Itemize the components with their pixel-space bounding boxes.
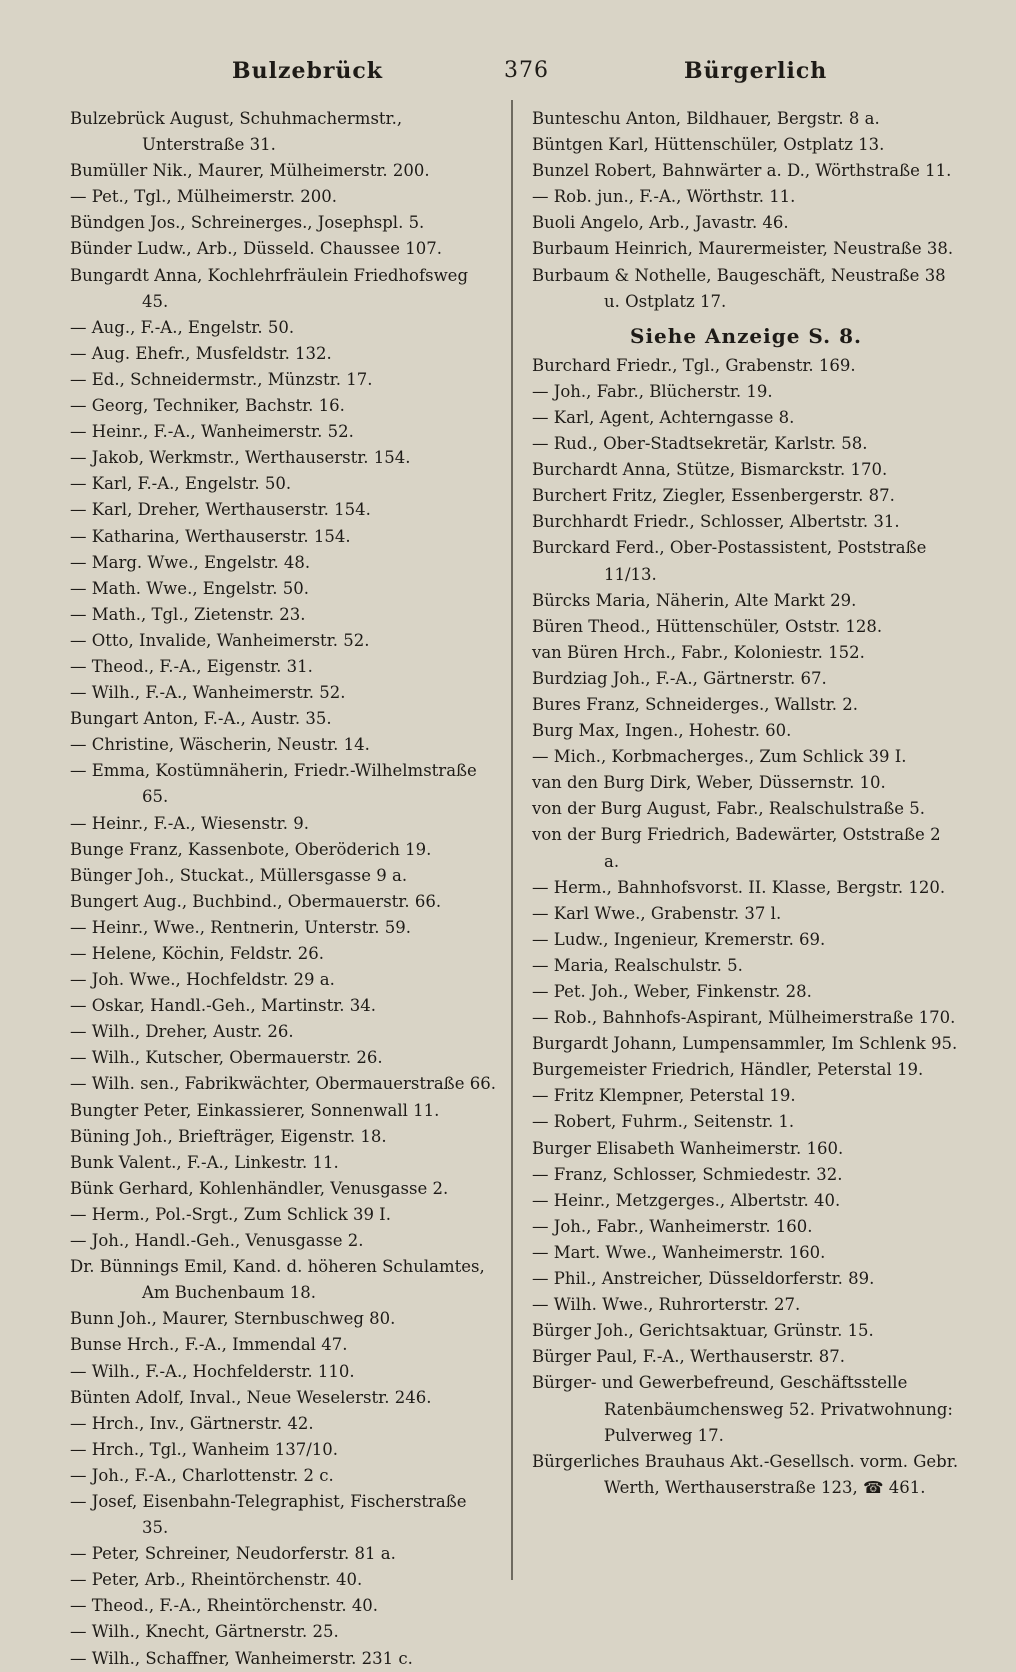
directory-entry: — Heinr., Metzgerges., Albertstr. 40. xyxy=(532,1190,841,1210)
directory-entry: Bürger Joh., Gerichtsaktuar, Grünstr. 15. xyxy=(532,1321,874,1341)
advert-note: Siehe Anzeige S. 8. xyxy=(630,323,862,348)
directory-entry: — Math., Tgl., Zietenstr. 23. xyxy=(70,604,306,624)
directory-entry: von der Burg Friedrich, Badewärter, Oststraße 2 a. xyxy=(532,825,941,871)
directory-entry: Bunteschu Anton, Bildhauer, Bergstr. 8 a. xyxy=(532,109,880,128)
running-head-right: Bürgerlich xyxy=(684,58,828,84)
directory-entry: — Karl, Agent, Achterngasse 8. xyxy=(532,407,795,427)
directory-entry: Burgemeister Friedrich, Händler, Peterstal 19. xyxy=(532,1060,924,1080)
directory-entry: Bunse Hrch., F.-A., Immendal 47. xyxy=(70,1335,348,1355)
directory-entry: — Pet., Tgl., Mülheimerstr. 200. xyxy=(70,187,337,207)
directory-entry: — Fritz Klempner, Peterstal 19. xyxy=(532,1086,796,1106)
directory-entry: Büren Theod., Hüttenschüler, Oststr. 128. xyxy=(532,616,883,636)
directory-entry: Burger Elisabeth Wanheimerstr. 160. xyxy=(532,1138,844,1158)
directory-entry: — Jakob, Werkmstr., Werthauserstr. 154. xyxy=(70,448,411,468)
directory-entry: Bünten Adolf, Inval., Neue Weselerstr. 246. xyxy=(70,1387,432,1407)
directory-entry: — Wilh. Wwe., Ruhrorterstr. 27. xyxy=(532,1295,801,1315)
directory-entry: — Georg, Techniker, Bachstr. 16. xyxy=(70,396,345,416)
right-column xyxy=(532,106,960,1501)
directory-entry: — Wilh., F.-A., Wanheimerstr. 52. xyxy=(70,683,346,703)
directory-entry: — Herm., Pol.-Srgt., Zum Schlick 39 I. xyxy=(70,1204,391,1224)
directory-entry: — Josef, Eisenbahn-Telegraphist, Fischerstraße 35. xyxy=(70,1491,467,1538)
directory-entry: — Theod., F.-A., Eigenstr. 31. xyxy=(70,656,313,676)
directory-entry: — Wilh., Dreher, Austr. 26. xyxy=(70,1022,294,1042)
directory-entry: — Karl, Dreher, Werthauserstr. 154. xyxy=(70,500,371,520)
directory-entry: — Wilh., Kutscher, Obermauerstr. 26. xyxy=(70,1048,383,1068)
directory-entry: — Wilh., Schaffner, Wanheimerstr. 231 c. xyxy=(70,1648,413,1668)
directory-entry: — Wilh., Knecht, Gärtnerstr. 25. xyxy=(70,1622,339,1642)
directory-entry: Bungert Aug., Buchbind., Obermauerstr. 66. xyxy=(70,891,442,911)
directory-entry: Burg Max, Ingen., Hohestr. 60. xyxy=(532,721,792,741)
directory-entry: Bumüller Nik., Maurer, Mülheimerstr. 200. xyxy=(70,161,430,181)
directory-entry: Bunk Valent., F.-A., Linkestr. 11. xyxy=(70,1152,339,1172)
directory-entry: — Karl, F.-A., Engelstr. 50. xyxy=(70,474,292,494)
directory-entry: — Theod., F.-A., Rheintörchenstr. 40. xyxy=(70,1596,379,1616)
directory-entry: — Heinr., Wwe., Rentnerin, Unterstr. 59. xyxy=(70,917,412,937)
running-head-left: Bulzebrück xyxy=(232,58,384,84)
directory-entry: — Robert, Fuhrm., Seitenstr. 1. xyxy=(532,1112,795,1132)
directory-entry: — Christine, Wäscherin, Neustr. 14. xyxy=(70,735,370,755)
directory-entry: — Marg. Wwe., Engelstr. 48. xyxy=(70,552,311,572)
directory-entry: Burckard Ferd., Ober-Postassistent, Poststraße 11/13. xyxy=(532,538,927,584)
directory-entry: — Rob., Bahnhofs-Aspirant, Mülheimerstraße 170. xyxy=(532,1008,956,1028)
directory-entry: Bünk Gerhard, Kohlenhändler, Venusgasse 2. xyxy=(70,1178,449,1198)
directory-entry: Bungter Peter, Einkassierer, Sonnenwall 11. xyxy=(70,1100,440,1120)
directory-entry: — Math. Wwe., Engelstr. 50. xyxy=(70,578,309,598)
directory-entry: — Emma, Kostümnäherin, Friedr.-Wilhelmstraße 65. xyxy=(70,761,477,807)
directory-entry: — Hrch., Tgl., Wanheim 137/10. xyxy=(70,1439,339,1459)
directory-entry: — Otto, Invalide, Wanheimerstr. 52. xyxy=(70,630,370,650)
directory-entry: — Herm., Bahnhofsvorst. II. Klasse, Bergstr. 120. xyxy=(532,877,946,897)
directory-entry: — Maria, Realschulstr. 5. xyxy=(532,955,743,975)
directory-entry: — Joh., Handl.-Geh., Venusgasse 2. xyxy=(70,1231,364,1251)
directory-entry: Burchert Fritz, Ziegler, Essenbergerstr. 87. xyxy=(532,486,895,506)
directory-entry: Bunge Franz, Kassenbote, Oberöderich 19. xyxy=(70,839,432,859)
directory-entry: Bünger Joh., Stuckat., Müllersgasse 9 a. xyxy=(70,865,408,885)
directory-entry: — Peter, Schreiner, Neudorferstr. 81 a. xyxy=(70,1544,396,1564)
directory-entry: — Rud., Ober-Stadtsekretär, Karlstr. 58. xyxy=(532,434,868,454)
directory-entry: — Joh., Fabr., Wanheimerstr. 160. xyxy=(532,1216,813,1236)
directory-entry: — Hrch., Inv., Gärtnerstr. 42. xyxy=(70,1413,314,1433)
directory-entry: Burchard Friedr., Tgl., Grabenstr. 169. xyxy=(532,355,856,375)
directory-entry: Bündgen Jos., Schreinerges., Josephspl. 5. xyxy=(70,213,425,233)
directory-entry: — Oskar, Handl.-Geh., Martinstr. 34. xyxy=(70,996,377,1016)
directory-entry: Bungardt Anna, Kochlehrfräulein Friedhofsweg 45. xyxy=(70,265,469,311)
directory-entry: Burchhardt Friedr., Schlosser, Albertstr. 31. xyxy=(532,512,900,532)
directory-entry: — Joh., Fabr., Blücherstr. 19. xyxy=(532,381,773,401)
directory-entry: Bunn Joh., Maurer, Sternbuschweg 80. xyxy=(70,1309,396,1329)
directory-entry: — Heinr., F.-A., Wiesenstr. 9. xyxy=(70,813,309,833)
directory-entry: — Aug. Ehefr., Musfeldstr. 132. xyxy=(70,343,332,363)
directory-entry: — Ludw., Ingenieur, Kremerstr. 69. xyxy=(532,929,826,949)
directory-entry: Bulzebrück August, Schuhmachermstr., Unterstraße 31. xyxy=(70,109,403,155)
right-column-bottom xyxy=(532,353,960,1501)
page-number: 376 xyxy=(504,58,549,83)
directory-entry: — Karl Wwe., Grabenstr. 37 l. xyxy=(532,903,782,923)
directory-entry: von der Burg August, Fabr., Realschulstraße 5. xyxy=(532,799,926,819)
directory-entry: Bünder Ludw., Arb., Düsseld. Chaussee 107. xyxy=(70,239,443,259)
directory-entry: — Aug., F.-A., Engelstr. 50. xyxy=(70,317,295,337)
directory-entry: Büning Joh., Briefträger, Eigenstr. 18. xyxy=(70,1126,387,1146)
directory-entry: Bunzel Robert, Bahnwärter a. D., Wörthstraße 11. xyxy=(532,161,952,181)
left-column xyxy=(70,106,498,1672)
right-column-top xyxy=(532,106,960,315)
directory-entry: Büntgen Karl, Hüttenschüler, Ostplatz 13. xyxy=(532,135,885,155)
directory-entry: van den Burg Dirk, Weber, Düssernstr. 10. xyxy=(532,773,886,793)
directory-entry: Burchardt Anna, Stütze, Bismarckstr. 170. xyxy=(532,460,888,480)
directory-entry: Burgardt Johann, Lumpensammler, Im Schlenk 95. xyxy=(532,1034,958,1054)
directory-entry: Bürcks Maria, Näherin, Alte Markt 29. xyxy=(532,590,857,610)
directory-entry: Bürgerliches Brauhaus Akt.-Gesellsch. vorm. Gebr. Werth, Werthauserstraße 123, ☎ 461. xyxy=(532,1451,959,1497)
directory-entry: — Pet. Joh., Weber, Finkenstr. 28. xyxy=(532,982,812,1001)
directory-entry: van Büren Hrch., Fabr., Koloniestr. 152. xyxy=(532,642,865,662)
directory-entry: — Mart. Wwe., Wanheimerstr. 160. xyxy=(532,1242,826,1262)
directory-entry: — Franz, Schlosser, Schmiedestr. 32. xyxy=(532,1164,843,1184)
directory-entry: — Wilh., F.-A., Hochfelderstr. 110. xyxy=(70,1361,355,1381)
directory-entry: Buoli Angelo, Arb., Javastr. 46. xyxy=(532,213,789,233)
directory-entry: Dr. Bünnings Emil, Kand. d. höheren Schulamtes, Am Buchenbaum 18. xyxy=(70,1257,485,1303)
directory-entry: — Helene, Köchin, Feldstr. 26. xyxy=(70,944,324,963)
directory-entry: — Peter, Arb., Rheintörchenstr. 40. xyxy=(70,1570,363,1590)
directory-entry: — Heinr., F.-A., Wanheimerstr. 52. xyxy=(70,422,354,442)
directory-entry: Bürger- und Gewerbefreund, Geschäftsstelle Ratenbäumchensweg 52. Privatwohnung: Pulverweg 17. xyxy=(532,1373,953,1445)
directory-entry: Bures Franz, Schneiderges., Wallstr. 2. xyxy=(532,694,859,714)
directory-entry: — Joh., F.-A., Charlottenstr. 2 c. xyxy=(70,1465,334,1485)
directory-entry: — Joh. Wwe., Hochfeldstr. 29 a. xyxy=(70,970,335,990)
directory-entry: — Mich., Korbmacherges., Zum Schlick 39 I. xyxy=(532,747,907,767)
directory-entry: — Wilh. sen., Fabrikwächter, Obermauerstraße 66. xyxy=(70,1074,496,1094)
directory-entry: Bungart Anton, F.-A., Austr. 35. xyxy=(70,709,332,729)
column-divider xyxy=(511,100,513,1580)
directory-entry: — Phil., Anstreicher, Düsseldorferstr. 89. xyxy=(532,1269,875,1289)
directory-entry: Burdziag Joh., F.-A., Gärtnerstr. 67. xyxy=(532,668,827,688)
directory-entry: Burbaum Heinrich, Maurermeister, Neustraße 38. xyxy=(532,239,954,259)
directory-entry: Burbaum & Nothelle, Baugeschäft, Neustraße 38 u. Ostplatz 17. xyxy=(532,265,946,311)
directory-entry: Bürger Paul, F.-A., Werthauserstr. 87. xyxy=(532,1347,846,1367)
directory-entry: — Katharina, Werthauserstr. 154. xyxy=(70,526,351,546)
directory-entry: — Rob. jun., F.-A., Wörthstr. 11. xyxy=(532,187,796,207)
directory-entry: — Ed., Schneidermstr., Münzstr. 17. xyxy=(70,369,373,389)
